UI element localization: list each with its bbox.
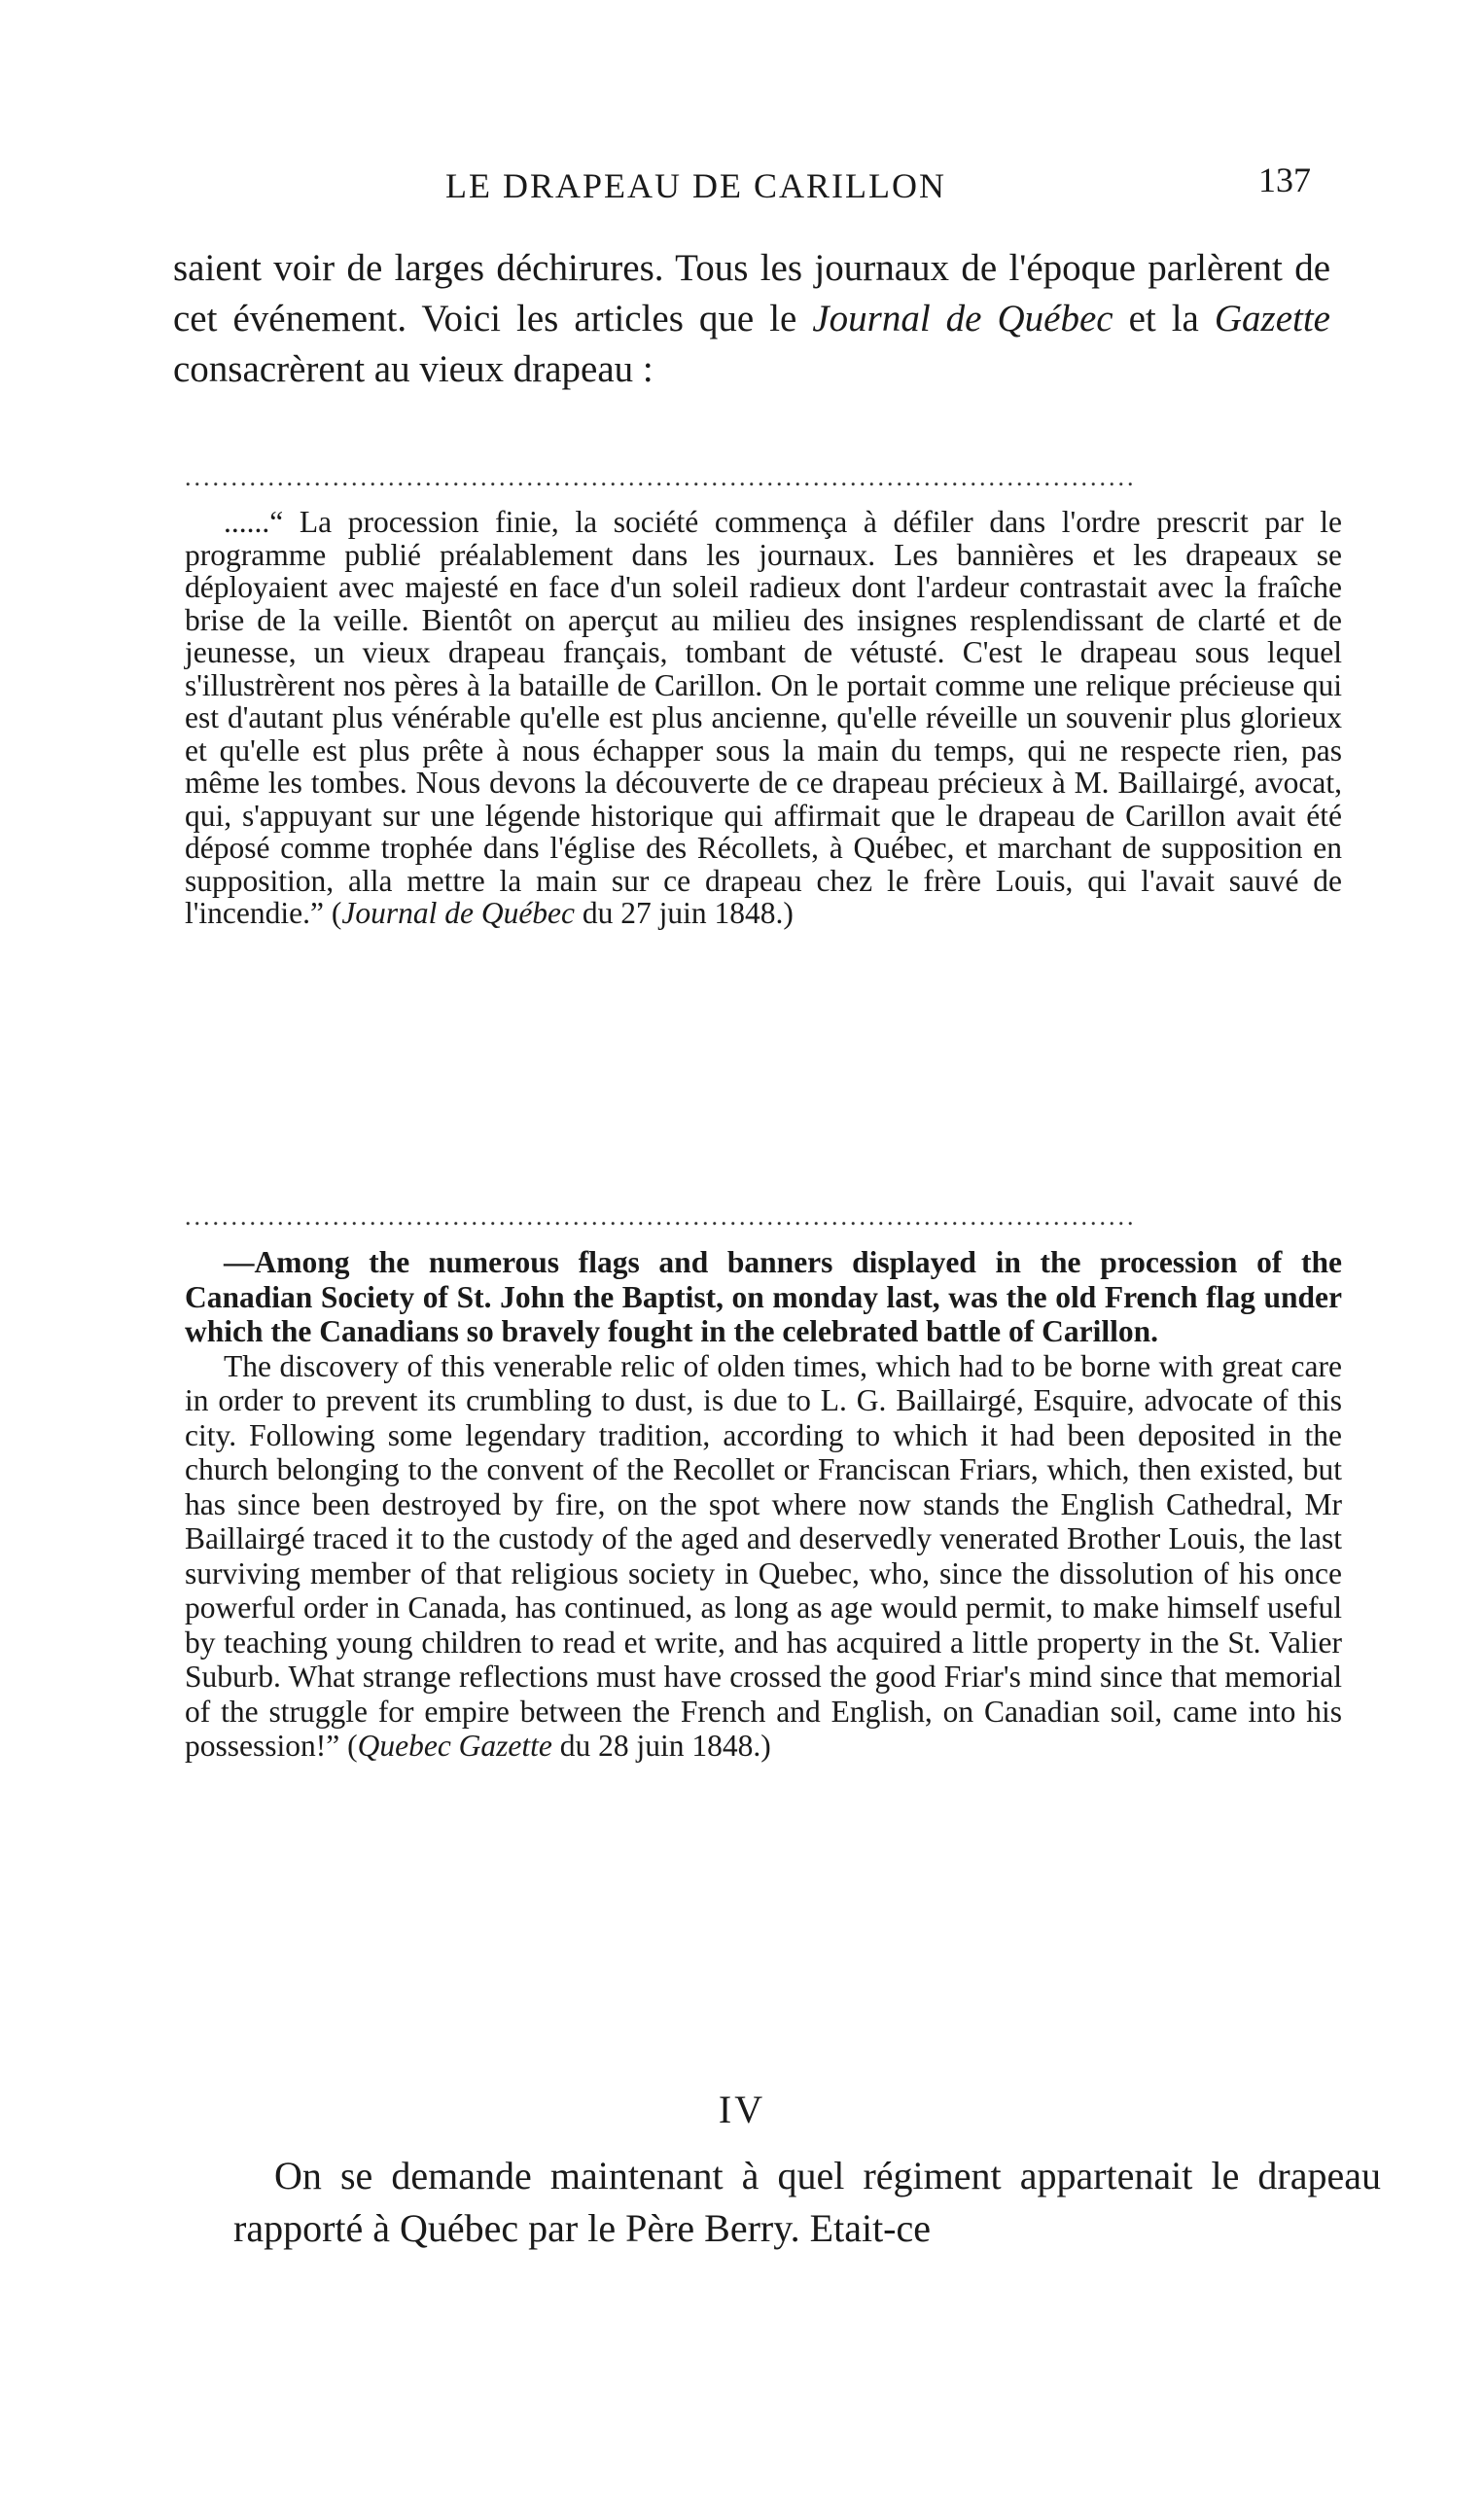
page-number: 137 bbox=[1258, 161, 1311, 199]
english-quote-date: du 28 juin 1848.) bbox=[551, 1729, 771, 1763]
dotted-separator-top: ....................................................................................................... bbox=[185, 465, 1137, 490]
english-quote-body: The discovery of this venerable relic of olden times, which had to be borne with great care in order to prevent its crumbling to dust, is due to L. G. Baillairgé, Esquire, advocate of this city. Following some legendary tradition, according to which it had been deposited in the church belonging to the convent of the Recollet or Franciscan Friars, which, then existed, but has since been destroyed by fire, on the spot where now stands the English Cathedral, Mr Baillairgé traced it to the custody of the aged and deservedly venerated Brother Louis, the last surviving member of that religious society in Quebec, who, since the dissolution of his once powerful order in Canada, has continued, as long as age would permit, to make himself useful by teaching young children to read et write, and has acquired a little property in the St. Valier Suburb. What strange reflections must have crossed the good Friar's mind since that memorial of the struggle for empire between the French and English, on Canadian soil, came into his possession!” ( bbox=[185, 1348, 1342, 1763]
closing-paragraph bbox=[233, 2150, 1381, 2255]
running-title: LE DRAPEAU DE CARILLON bbox=[445, 166, 946, 205]
english-quote-para1: —Among the numerous flags and banners displayed in the procession of the Canadian Society of St. John the Baptist, on monday last, was the old French flag under which the Canadians so bravely fought in the celebrated battle of Carillon. bbox=[185, 1245, 1342, 1348]
french-quote bbox=[185, 506, 1342, 930]
french-quote-body: ......“ La procession finie, la société commença à défiler dans l'ordre prescrit par le programme publié préalablement dans les journaux. Les bannières et les drapeaux se déployaient avec majesté en face d'un soleil radieux dont l'ardeur contrastait avec la fraîche brise de la veille. Bientôt on aperçut au milieu des insignes resplendissant de clarté et de jeunesse, un vieux drapeau français, tombant de vétusté. C'est le drapeau sous lequel s'illustrèrent nos pères à la bataille de Carillon. On le portait comme une relique précieuse qui est d'autant plus vénérable qu'elle est plus ancienne, qu'elle réveille un souvenir plus glorieux et qu'elle est plus prête à nous échapper sous la main du temps, qui ne respecte rien, pas même les tombes. Nous devons la découverte de ce drapeau précieux à M. Baillairgé, avocat, qui, s'appuyant sur une légende historique qui affirmait que le drapeau de Carillon avait été déposé comme trophée dans l'église des Récollets, à Québec, et marchant de supposition en supposition, alla mettre la main sur ce drapeau chez le frère Louis, qui l'avait sauvé de l'incendie.” ( bbox=[185, 505, 1342, 930]
intro-text-middle: et la bbox=[1113, 298, 1215, 339]
intro-text bbox=[173, 243, 1330, 395]
page-header bbox=[173, 161, 1311, 224]
english-quote-para2 bbox=[185, 1349, 1342, 1764]
gazette-name: Gazette bbox=[1214, 298, 1330, 339]
english-quote-source: Quebec Gazette bbox=[357, 1729, 552, 1763]
intro-text-after: consacrèrent au vieux drapeau : bbox=[173, 348, 654, 390]
english-quote bbox=[185, 1245, 1342, 1764]
section-heading: IV bbox=[718, 2088, 766, 2131]
journal-name: Journal de Québec bbox=[812, 298, 1113, 339]
intro-text-before: saient voir de larges déchirures. Tous les journaux de l'époque parlèrent de cet événement. Voici les articles que le bbox=[173, 247, 1330, 339]
french-quote-source: Journal de Québec bbox=[341, 896, 576, 930]
french-quote-text bbox=[185, 506, 1342, 930]
closing-text: On se demande maintenant à quel régiment appartenait le drapeau rapporté à Québec par le Père Berry. Etait-ce bbox=[233, 2154, 1381, 2250]
intro-paragraph bbox=[173, 243, 1330, 395]
french-quote-date: du 27 juin 1848.) bbox=[575, 896, 794, 930]
dotted-separator-bottom: ....................................................................................................... bbox=[185, 1204, 1137, 1230]
